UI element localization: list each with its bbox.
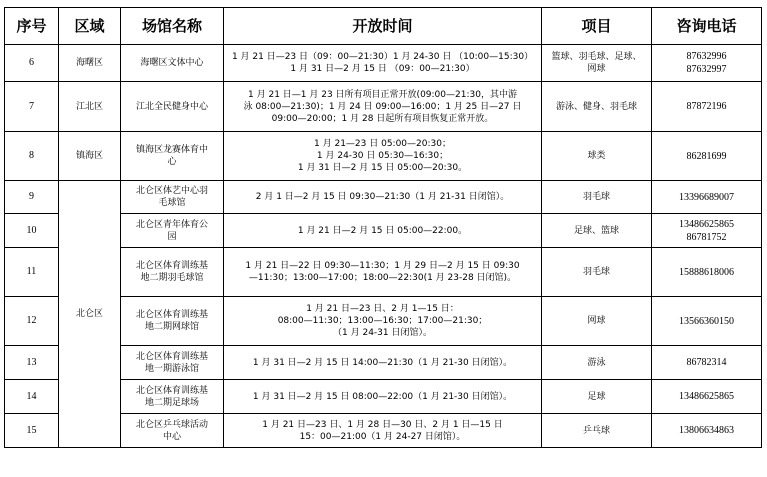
cell-hours-line: 1 月 21 日—1 月 23 日所有项目正常开放(09:00—21:30，其中游: [248, 89, 517, 100]
cell-hours-line: 1 月 31 日—2 月 15 日 （09：00—21:30）: [290, 64, 475, 74]
cell-items: [542, 45, 652, 82]
cell-venue: [121, 414, 224, 448]
cell-venue-line: 中心: [162, 431, 181, 442]
cell-hours-line: 1 月 21 日—23 日（09：00—21:30）1 月 24-30 日 （10:00—15:30）: [231, 52, 534, 62]
cell-hours-line: 1 月 21—23 日 05:00—20:30；: [314, 139, 451, 149]
cell-hours-line: 1 月 24-30 日 05:30—16:30；: [316, 151, 449, 161]
header-venue: 场馆名称: [121, 8, 224, 45]
cell-hours: [224, 380, 542, 414]
cell-seq: 8: [5, 132, 59, 181]
cell-venue: [121, 45, 224, 82]
table-body: [5, 45, 762, 448]
cell-venue: [121, 82, 224, 132]
cell-phone-line: 86781752: [686, 231, 727, 243]
cell-venue-line: 北仑区体育训练基: [135, 351, 208, 362]
cell-hours-line: 09:00—20:00；1 月 28 日起所有项目恢复正常开放。: [271, 113, 494, 124]
header-district: 区域: [59, 8, 121, 45]
cell-venue-line: 园: [167, 231, 177, 242]
cell-venue-line: 北仑区体育训练基: [135, 310, 208, 320]
cell-venue-line: 心: [167, 157, 177, 167]
cell-phone: [652, 132, 762, 181]
cell-phone: [652, 82, 762, 132]
cell-hours: [224, 414, 542, 448]
cell-venue: [121, 346, 224, 380]
cell-hours: [224, 181, 542, 214]
cell-seq: 14: [5, 380, 59, 414]
cell-items: [542, 414, 652, 448]
cell-items-line: 羽毛球: [582, 267, 610, 277]
cell-phone: [652, 346, 762, 380]
cell-items: [542, 82, 652, 132]
cell-phone-line: 87872196: [686, 101, 727, 112]
cell-items-line: 足球、篮球: [573, 225, 619, 236]
cell-venue: [121, 380, 224, 414]
cell-phone: [652, 248, 762, 297]
cell-items-line: 羽毛球: [582, 192, 610, 202]
cell-venue-line: 北仑区体育训练基: [135, 385, 208, 396]
cell-district: 江北区: [59, 82, 121, 132]
cell-items-line: 足球: [587, 391, 606, 402]
cell-items: [542, 297, 652, 346]
cell-venue-line: 北仑区体艺中心羽: [135, 186, 208, 196]
cell-seq: 9: [5, 181, 59, 214]
cell-hours-line: 1 月 31 日—2 月 15 日 08:00—22:00（1 月 21-30 日闭馆）。: [252, 391, 513, 402]
cell-hours: [224, 248, 542, 297]
cell-phone-line: 86281699: [686, 150, 727, 162]
cell-hours-line: 泳 08:00—21:30)；1 月 24 日 09:00—16:00；1 月 25 日—27 日: [243, 101, 522, 112]
cell-seq: 6: [5, 45, 59, 82]
cell-phone-line: 15888618006: [679, 266, 734, 278]
cell-phone: [652, 181, 762, 214]
cell-venue: [121, 297, 224, 346]
cell-venue-line: 北仑区青年体育公: [135, 219, 208, 230]
cell-hours: [224, 346, 542, 380]
cell-hours: [224, 132, 542, 181]
cell-items: [542, 181, 652, 214]
cell-venue-line: 江北全民健身中心: [135, 101, 208, 112]
cell-venue-line: 镇海区龙赛体育中: [135, 145, 208, 155]
header-phone: 咨询电话: [652, 8, 762, 45]
cell-phone-line: 87632996: [686, 51, 727, 62]
cell-venue: [121, 214, 224, 248]
cell-venue-line: 地二期羽毛球馆: [140, 273, 204, 283]
header-items: 项目: [542, 8, 652, 45]
cell-seq: 12: [5, 297, 59, 346]
cell-items-line: 网球: [587, 316, 606, 326]
cell-hours: [224, 82, 542, 132]
cell-seq: 7: [5, 82, 59, 132]
cell-items-line: 游泳、健身、羽毛球: [555, 101, 637, 112]
cell-hours-line: 1 月 31 日—2 月 15 日 14:00—21:30（1 月 21-30 日闭馆）。: [252, 357, 513, 368]
cell-venue-line: 北仑区乒乓球活动: [135, 419, 208, 430]
cell-hours-line: （1 月 24-31 日闭馆）。: [333, 328, 432, 338]
cell-items: [542, 248, 652, 297]
cell-items: [542, 132, 652, 181]
table-row: [5, 45, 762, 82]
cell-venue: [121, 132, 224, 181]
cell-items-line: 篮球、羽毛球、足球、: [551, 52, 642, 62]
cell-hours-line: 1 月 21 日—2 月 15 日 05:00—22:00。: [297, 225, 468, 236]
table-row: [5, 132, 762, 181]
cell-items: [542, 346, 652, 380]
cell-phone: [652, 297, 762, 346]
header-row: [5, 8, 762, 45]
cell-items-line: 游泳: [587, 357, 606, 368]
cell-venue-line: 北仑区体育训练基: [135, 261, 208, 271]
cell-hours-line: —11:30；13:00—17:00；18:00—22:30(1 月 23-28 日闭馆)。: [248, 273, 517, 283]
table-row: [5, 82, 762, 132]
cell-venue: [121, 181, 224, 214]
cell-phone-line: 87632997: [686, 64, 727, 75]
cell-hours: [224, 297, 542, 346]
cell-hours: [224, 45, 542, 82]
cell-hours-line: 1 月 31 日—2 月 15 日 05:00—20:30。: [297, 163, 468, 173]
cell-venue-line: 地一期游泳馆: [144, 363, 199, 374]
cell-seq: 11: [5, 248, 59, 297]
cell-venue-line: 毛球馆: [158, 198, 186, 208]
cell-items-line: 球类: [587, 151, 606, 161]
table-row: [5, 181, 762, 214]
cell-hours-line: 1 月 21 日—22 日 09:30—11:30；1 月 29 日—2 月 15 日 09:30: [245, 261, 520, 271]
venue-schedule-table: [4, 7, 762, 448]
cell-venue-line: 地二期网球馆: [144, 322, 199, 332]
cell-phone-line: 13806634863: [679, 425, 734, 436]
cell-hours-line: 1 月 21 日—23 日、2 月 1—15 日：: [306, 304, 459, 314]
cell-hours-line: 08:00—11:30；13:00—16:30；17:00—21:30；: [277, 316, 488, 326]
cell-phone-line: 13486625865: [679, 391, 734, 402]
cell-seq: 13: [5, 346, 59, 380]
cell-district: 北仑区: [59, 181, 121, 448]
cell-venue-line: 海曙区文体中心: [140, 58, 204, 68]
cell-venue: [121, 248, 224, 297]
cell-phone: [652, 45, 762, 82]
cell-seq: 10: [5, 214, 59, 248]
cell-phone-line: 13566360150: [679, 315, 734, 327]
cell-items: [542, 380, 652, 414]
cell-phone: [652, 414, 762, 448]
cell-items: [542, 214, 652, 248]
cell-phone-line: 13486625865: [679, 218, 734, 230]
cell-items-line: 网球: [587, 64, 606, 74]
cell-hours-line: 15：00—21:00（1 月 24-27 日闭馆）。: [299, 431, 466, 442]
header-seq: 序号: [5, 8, 59, 45]
cell-phone-line: 13396689007: [679, 191, 734, 203]
cell-hours-line: 1 月 21 日—23 日、1 月 28 日—30 日、2 月 1 日—15 日: [262, 419, 503, 430]
cell-district: 镇海区: [59, 132, 121, 181]
cell-district: 海曙区: [59, 45, 121, 82]
cell-phone-line: 86782314: [686, 357, 727, 368]
cell-phone: [652, 214, 762, 248]
cell-phone: [652, 380, 762, 414]
cell-hours: [224, 214, 542, 248]
header-hours: 开放时间: [224, 8, 542, 45]
cell-hours-line: 2 月 1 日—2 月 15 日 09:30—21:30（1 月 21-31 日闭馆）。: [255, 192, 510, 202]
cell-seq: 15: [5, 414, 59, 448]
cell-venue-line: 地二期足球场: [144, 397, 199, 408]
cell-items-line: 乒乓球: [582, 425, 610, 436]
